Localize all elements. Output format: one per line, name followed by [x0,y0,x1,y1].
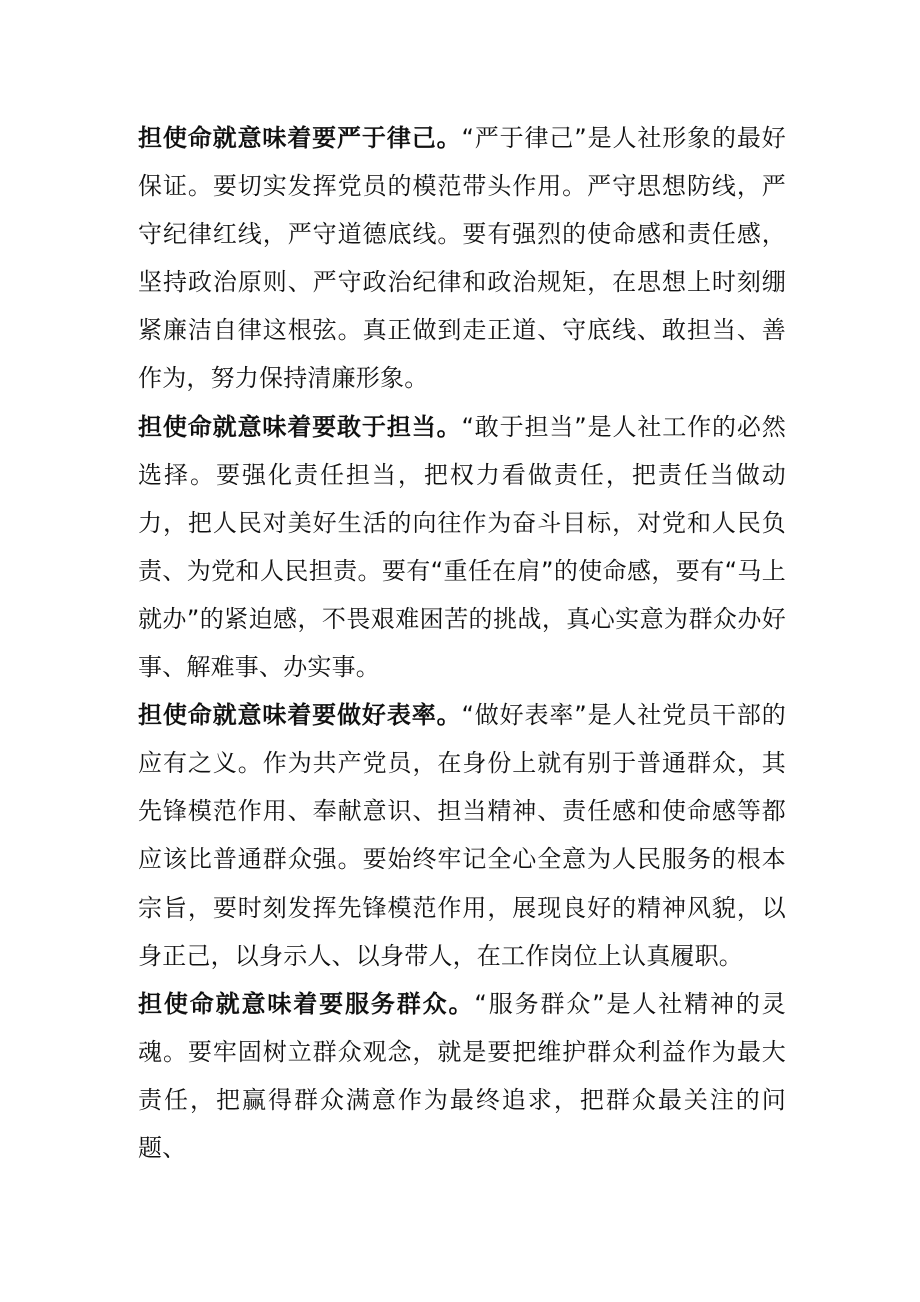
paragraph-body: “服务群众”是人社精神的灵魂。要牢固树立群众观念，就是要把维护群众利益作为最大责任，把赢得群众满意作为最终追求，把群众最关注的问题、 [138,989,786,1162]
paragraph-lead: 担使命就意味着要敢于担当。 [138,412,462,441]
paragraph-lead: 担使命就意味着要做好表率。 [138,701,462,730]
paragraph-discipline [138,114,786,403]
paragraph-body: “敢于担当”是人社工作的必然选择。要强化责任担当，把权力看做责任，把责任当做动力，把人民对美好生活的向往作为奋斗目标，对党和人民负责、为党和人民担责。要有“重任在肩”的使命感，要有“马上就办”的紧迫感，不畏艰难困苦的挑战，真心实意为群众办好事、解难事、办实事。 [138,412,786,682]
paragraph-lead: 担使命就意味着要严于律己。 [138,124,462,152]
paragraph-lead: 担使命就意味着要服务群众。 [138,989,475,1018]
paragraph-service [138,980,786,1172]
paragraph-responsibility [138,403,786,692]
document-page [138,114,786,1172]
paragraph-example [138,691,786,980]
paragraph-body: “做好表率”是人社党员干部的应有之义。作为共产党员，在身份上就有别于普通群众，其先锋模范作用、奉献意识、担当精神、责任感和使命感等都应该比普通群众强。要始终牢记全心全意为人民服务的根本宗旨，要时刻发挥先锋模范作用，展现良好的精神风貌，以身正己，以身示人、以身带人，在工作岗位上认真履职。 [138,701,786,970]
paragraph-body: “严于律己”是人社形象的最好保证。要切实发挥党员的模范带头作用。严守思想防线，严守纪律红线，严守道德底线。要有强烈的使命感和责任感，坚持政治原则、严守政治纪律和政治规矩，在思想上时刻绷紧廉洁自律这根弦。真正做到走正道、守底线、敢担当、善作为，努力保持清廉形象。 [138,124,786,393]
